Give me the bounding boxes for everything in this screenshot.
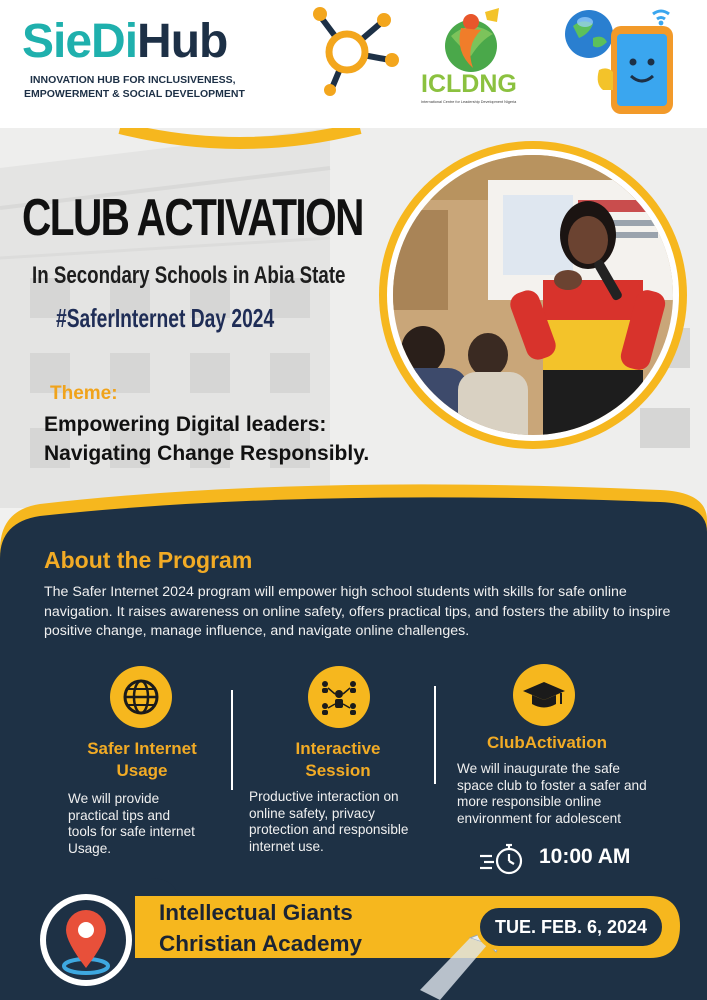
feature-text-line: online safety, privacy	[249, 805, 375, 821]
venue-line-2: Christian Academy	[159, 931, 362, 956]
feature-text-line: practical tips and	[68, 807, 171, 823]
feature-text-line: protection and responsible	[249, 822, 409, 837]
brand-tagline-line2: EMPOWERMENT & SOCIAL DEVELOPMENT	[24, 88, 245, 100]
header-banner	[0, 0, 707, 128]
feature-text-line: We will provide	[68, 791, 160, 806]
about-text: The Safer Internet 2024 program will empower high school students with skills for safe online navigation. It raises awareness on online safety, offers practical tips, and fosters the ability to inspire positive change, manage influence, and navigate online challenges.	[44, 584, 671, 639]
theme-text	[44, 410, 369, 468]
feature-text-interactive-session	[249, 789, 439, 855]
feature-text-line: We will inaugurate the safe	[457, 761, 620, 776]
feature-text-line: Productive interaction on	[249, 789, 399, 804]
stopwatch-icon	[478, 842, 528, 876]
brand-tagline-line1: INNOVATION HUB FOR INCLUSIVENESS,	[30, 74, 236, 86]
feature-title-line: Interactive	[295, 739, 381, 758]
feature-title-line: Usage	[116, 761, 168, 780]
feature-text-line: environment for adolescent	[457, 810, 621, 826]
network-people-icon	[308, 666, 370, 728]
feature-text-line: Usage.	[68, 840, 112, 856]
brand-name-part1: SieDi	[22, 15, 138, 68]
feature-title-line: Safer Internet	[87, 739, 197, 758]
main-title: CLUB ACTIVATION	[22, 189, 363, 247]
theme-line-1: Empowering Digital leaders:	[44, 413, 327, 436]
globe-icon	[110, 666, 172, 728]
about-title: About the Program	[44, 547, 253, 573]
location-pin-icon	[36, 890, 136, 990]
feature-title-interactive-session	[262, 738, 414, 782]
event-venue	[159, 897, 362, 959]
event-date-badge	[476, 904, 666, 950]
network-hub-icon	[292, 0, 412, 100]
speaker-photo	[378, 140, 688, 450]
partner-logo-subtext: International Centre for Leadership Development Nigeria	[421, 100, 517, 104]
feature-title-club-activation	[474, 732, 620, 754]
feature-text-safer-internet	[68, 791, 228, 857]
yellow-arc-decoration	[110, 128, 370, 168]
feature-text-line: internet use.	[249, 838, 324, 854]
theme-line-2: Navigating Change Responsibly.	[44, 442, 370, 465]
venue-line-1: Intellectual Giants	[159, 900, 353, 925]
theme-label: Theme:	[50, 383, 118, 404]
feature-divider	[231, 690, 233, 790]
event-time: 10:00 AM	[539, 845, 631, 868]
feature-text-line: tools for safe internet	[68, 824, 195, 839]
brand-name-part2: Hub	[137, 15, 228, 68]
feature-title-safer-internet	[60, 738, 224, 782]
hashtag: #SaferInternet Day 2024	[56, 303, 275, 333]
partner-logo-text: ICLDNG	[421, 70, 517, 98]
event-date: TUE. FEB. 6, 2024	[494, 917, 648, 937]
brand-name	[22, 14, 227, 69]
feature-divider	[434, 686, 436, 784]
feature-title-line: ClubActivation	[487, 733, 607, 752]
graduation-cap-icon	[513, 664, 575, 726]
feature-text-line: more responsible online	[457, 794, 602, 809]
feature-title-line: Session	[305, 761, 371, 780]
globe-tablet-icon	[563, 4, 683, 119]
feature-text-club-activation	[457, 761, 677, 827]
subtitle: In Secondary Schools in Abia State	[32, 262, 346, 289]
feature-text-line: space club to foster a safer and	[457, 777, 647, 793]
icldng-logo-icon	[415, 6, 535, 110]
